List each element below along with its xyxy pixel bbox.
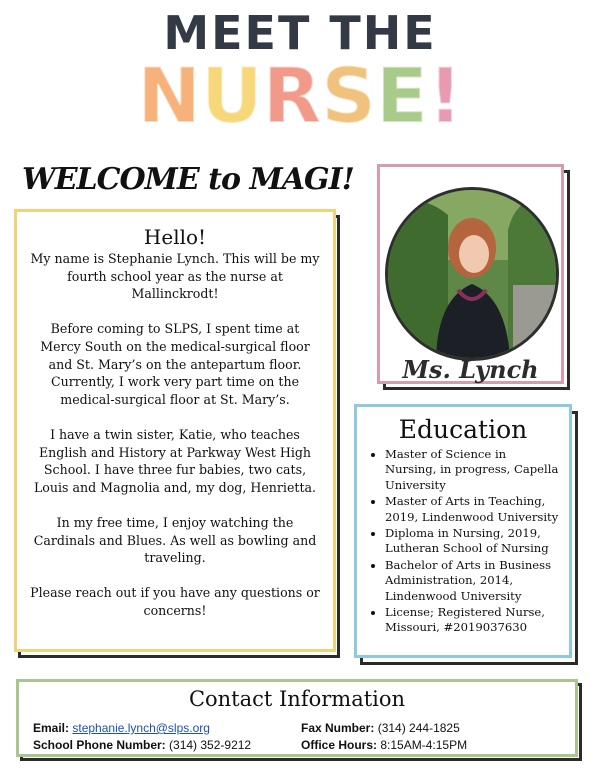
nurse-photo (385, 187, 559, 361)
title-letter: E (376, 51, 428, 140)
photo-frame (377, 164, 564, 384)
contact-title: Contact Information (188, 687, 406, 711)
bio-paragraph: Before coming to SLPS, I spent time at Mercy South on the medical-surgical floor and St. Mary’s on the antepartum floor. Currently, I work very part time on the medical-surgical floor at St. Mary’s. (40, 321, 310, 407)
hours-label: Office Hours: (301, 738, 378, 752)
education-item: • License; Registered Nurse, Missouri, #2019037630 (385, 605, 561, 636)
hours-row (301, 737, 467, 754)
education-item: • Master of Science in Nursing, in progress, Capella University (385, 447, 561, 493)
title-letter: S (321, 51, 376, 140)
hours-value: 8:15AM-4:15PM (380, 738, 468, 752)
education-item: • Diploma in Nursing, 2019, Lutheran School of Nursing (385, 526, 561, 557)
email-label: Email: (33, 721, 70, 735)
welcome-heading: WELCOME to MAGI! (22, 162, 354, 197)
fax-row (301, 720, 460, 737)
email-link[interactable]: stephanie.lynch@slps.org (72, 721, 210, 735)
education-box (354, 404, 572, 658)
phone-label: School Phone Number: (33, 738, 166, 752)
bio-paragraph: Please reach out if you have any questions or concerns! (30, 585, 320, 618)
bio-box (14, 209, 336, 652)
title-letter: R (262, 51, 322, 140)
fax-value: (314) 244-1825 (377, 721, 460, 735)
phone-row (33, 737, 251, 754)
contact-box (16, 679, 578, 757)
phone-value: (314) 352-9212 (169, 738, 252, 752)
bio-paragraph: I have a twin sister, Katie, who teaches English and History at Parkway West High School. I have three fur babies, two cats, Louis and Magnolia and, my dog, Henrietta. (33, 426, 317, 495)
title-letter: U (201, 51, 263, 140)
fax-label: Fax Number: (301, 721, 375, 735)
education-item: • Bachelor of Arts in Business Administration, 2014, Lindenwood University (385, 558, 561, 604)
nurse-portrait-illustration (388, 190, 556, 358)
bio-greeting: Hello! (143, 225, 207, 249)
education-list (357, 447, 569, 636)
education-item: • Master of Arts in Teaching, 2019, Lindenwood University (385, 494, 561, 525)
title-line-2 (0, 50, 600, 142)
title-letter: ! (427, 51, 463, 140)
education-title: Education (398, 415, 528, 444)
title-letter: N (137, 51, 201, 140)
bio-paragraph: My name is Stephanie Lynch. This will be my fourth school year as the nurse at Mallinckrodt! (30, 251, 320, 302)
photo-caption: Ms. Lynch (402, 355, 539, 384)
email-row (33, 720, 210, 737)
bio-paragraph: In my free time, I enjoy watching the Cardinals and Blues. As well as bowling and traveling. (33, 514, 317, 566)
title-line-1: MEET THE (163, 6, 437, 60)
